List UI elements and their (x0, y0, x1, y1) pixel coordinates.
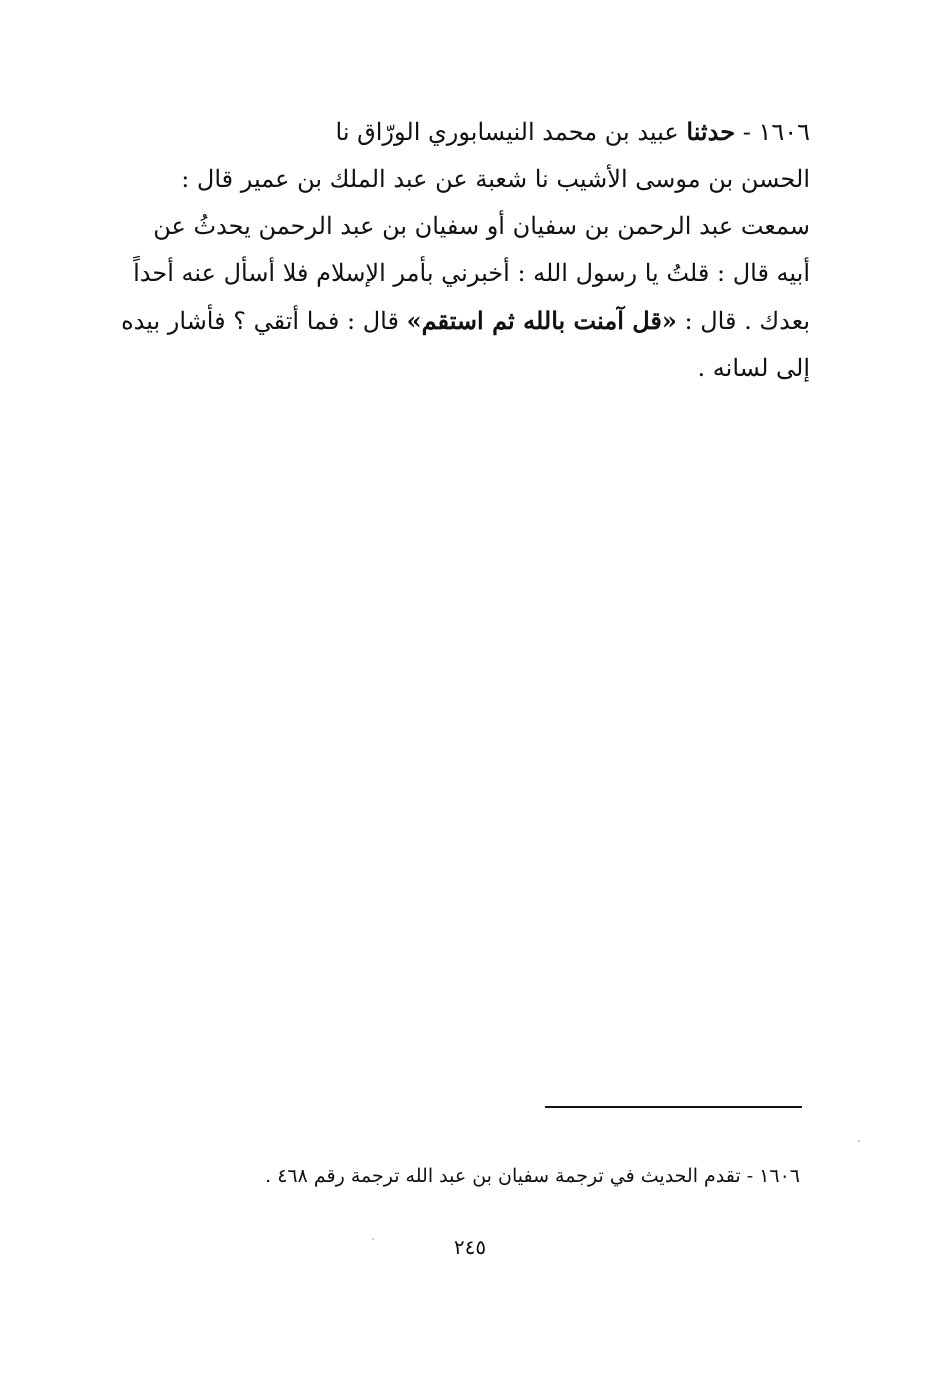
scan-speck (858, 1140, 860, 1142)
hadith-line-5 (120, 297, 810, 345)
footnote: ١٦٠٦ - تقدم الحديث في ترجمة سفيان بن عبد الله ترجمة رقم ٤٦٨ . (265, 1165, 800, 1187)
hadith-number: ١٦٠٦ - (742, 118, 810, 146)
hadith-line-5-after: قال : فما أتقي ؟ فأشار بيده (121, 307, 399, 335)
hadith-line-4: أبيه قال : قلتُ يا رسول الله : أخبرني بأمر الإسلام فلا أسأل عنه أحداً (133, 259, 810, 287)
hadith-line-1 (120, 108, 810, 156)
hadith-text (120, 108, 810, 392)
hadith-line-2: الحسن بن موسى الأشيب نا شعبة عن عبد الملك بن عمير قال : (181, 165, 810, 193)
hadith-line-1-rest: عبيد بن محمد النيسابوري الورّاق نا (335, 118, 679, 146)
hadith-keyword: حدثنا (686, 117, 736, 146)
hadith-line-5-before: بعدك . قال : (684, 307, 810, 335)
hadith-prophet-quote: «قل آمنت بالله ثم استقم» (406, 306, 677, 335)
footnote-divider (545, 1106, 802, 1108)
hadith-line-3: سمعت عبد الرحمن بن سفيان أو سفيان بن عبد الرحمن يحدثُ عن (153, 212, 810, 240)
scan-speck (372, 1238, 374, 1240)
hadith-line-6: إلى لسانه . (697, 354, 810, 382)
page-number: ٢٤٥ (453, 1235, 487, 1259)
